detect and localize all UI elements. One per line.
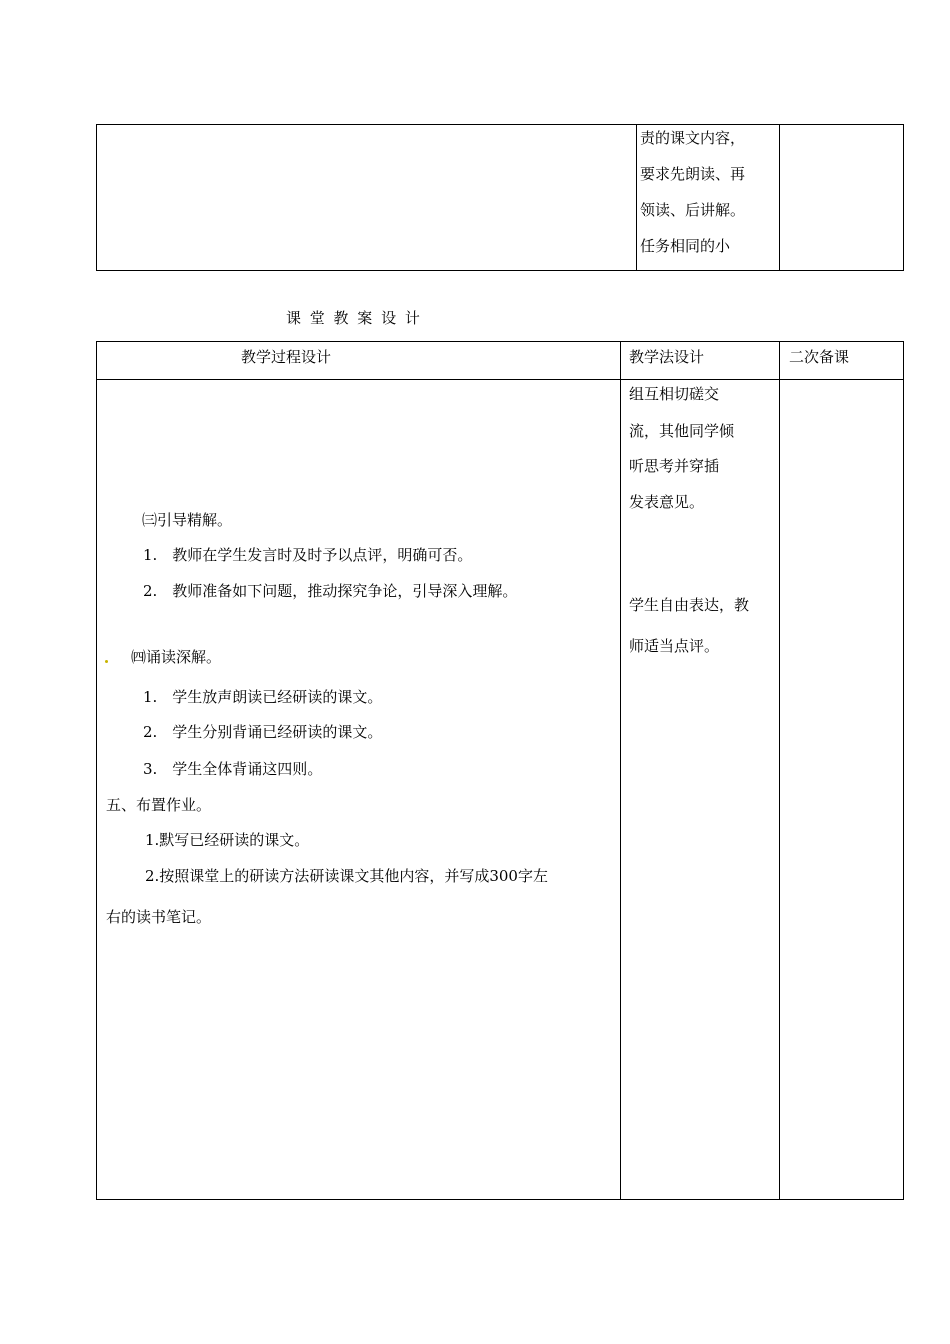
section3-item: 1. 教师在学生发言时及时予以点评，明确可否。	[143, 546, 473, 564]
method-line: 组互相切磋交	[629, 385, 720, 403]
method-line: 流，其他同学倾	[629, 422, 735, 440]
method-line: 听思考并穿插	[629, 457, 720, 475]
section4-title: ㈣诵读深解。	[131, 648, 222, 666]
top-method-line: 任务相同的小	[640, 237, 731, 255]
section5-item: 1.默写已经研读的课文。	[145, 831, 310, 849]
method-line: 师适当点评。	[629, 637, 720, 655]
method-line: 发表意见。	[629, 493, 705, 511]
section4-item: 2. 学生分别背诵已经研读的课文。	[143, 723, 383, 741]
main-table-header-rule	[96, 379, 904, 380]
section3-title: ㈢引导精解。	[142, 511, 233, 529]
top-table-divider-2	[779, 124, 780, 271]
header-method: 教学法设计	[629, 348, 705, 366]
section4-item: 3. 学生全体背诵这四则。	[143, 760, 323, 778]
main-table-divider-1	[620, 341, 621, 1200]
top-method-line: 责的课文内容，	[640, 129, 746, 147]
section5-title: 五、布置作业。	[106, 796, 212, 814]
highlight-mark	[105, 660, 108, 663]
section4-item: 1. 学生放声朗读已经研读的课文。	[143, 688, 383, 706]
main-table-divider-2	[779, 341, 780, 1200]
header-backup: 二次备课	[789, 348, 850, 366]
section5-item: 2.按照课堂上的研读方法研读课文其他内容，并写成300字左	[145, 867, 548, 885]
section3-item: 2. 教师准备如下问题，推动探究争论，引导深入理解。	[143, 582, 518, 600]
top-table	[96, 124, 904, 271]
header-process: 教学过程设计	[241, 348, 332, 366]
section5-continuation: 右的读书笔记。	[106, 908, 212, 926]
page-title: 课 堂 教 案 设 计	[286, 309, 422, 327]
top-method-line: 领读、后讲解。	[640, 201, 746, 219]
top-method-line: 要求先朗读、再	[640, 165, 746, 183]
top-table-divider-1	[636, 124, 637, 271]
method-line: 学生自由表达，教	[629, 596, 750, 614]
